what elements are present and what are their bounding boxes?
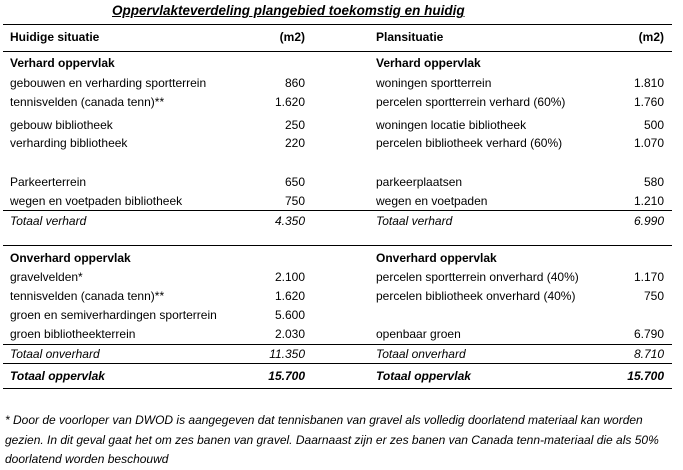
table-row-label: parkeerplaatsen <box>376 175 463 189</box>
right-verhard-total-value: 6.990 <box>633 214 664 228</box>
left-verhard-total-value: 4.350 <box>274 214 305 228</box>
table-row-value: 1.620 <box>274 289 305 303</box>
table-row-label: tennisvelden (canada tenn)** <box>10 95 165 109</box>
left-grand-total-value: 15.700 <box>268 369 305 383</box>
table-row-value: 750 <box>284 194 305 208</box>
table-row-value: 750 <box>643 289 664 303</box>
bottom-rule <box>3 388 672 389</box>
table-row-value: 1.760 <box>633 95 664 109</box>
section-divider-rule <box>3 245 672 246</box>
right-verhard-total-label: Totaal verhard <box>376 214 453 228</box>
table-row-value: 650 <box>284 175 305 189</box>
table-row-label: gebouwen en verharding sportterrein <box>10 76 207 90</box>
table-row-label: openbaar groen <box>376 327 461 341</box>
table-row-value: 1.620 <box>274 95 305 109</box>
table-row-label: wegen en voetpaden <box>376 194 488 208</box>
table-row-label: Parkeerterrein <box>10 175 87 189</box>
table-title: Oppervlakteverdeling plangebied toekomstig en huidig <box>112 3 465 18</box>
right-header: Plansituatie <box>376 30 444 44</box>
table-row-label: woningen sportterrein <box>376 76 492 90</box>
table-row-label: verharding bibliotheek <box>10 136 128 150</box>
header-rule <box>3 51 672 52</box>
onverhard-total-rule <box>3 344 672 345</box>
table-row-value: 1.210 <box>633 194 664 208</box>
verhard-total-rule <box>3 210 672 211</box>
left-onverhard-heading: Onverhard oppervlak <box>10 251 131 265</box>
right-grand-total-label: Totaal oppervlak <box>376 369 471 383</box>
right-grand-total-value: 15.700 <box>627 369 664 383</box>
left-header: Huidige situatie <box>10 30 100 44</box>
left-verhard-total-label: Totaal verhard <box>10 214 87 228</box>
table-row-label: groen en semiverhardingen sporterrein <box>10 308 217 322</box>
footnote: * Door de voorloper van DWOD is aangegeven dat tennisbanen van gravel als volledig doorlatend materiaal kan worden gezien. In dit geval gaat het om zes banen van gravel. Daarnaast zijn er zes banen van Canada tenn-materiaal die als 50% doorlatend worden beschouwd <box>5 413 659 466</box>
table-row-value: 220 <box>284 136 305 150</box>
table-row-label: percelen sportterrein verhard (60%) <box>376 95 566 109</box>
table-row-label: gravelvelden* <box>10 270 83 284</box>
left-onverhard-total-value: 11.350 <box>269 347 305 361</box>
table-row-value: 860 <box>284 76 305 90</box>
table-row-label: woningen locatie bibliotheek <box>376 118 527 132</box>
table-row-value: 6.790 <box>633 327 664 341</box>
right-onverhard-heading: Onverhard oppervlak <box>376 251 497 265</box>
table-row-value: 500 <box>643 118 664 132</box>
table-row-value: 580 <box>643 175 664 189</box>
table-row-label: wegen en voetpaden bibliotheek <box>10 194 183 208</box>
table-row-value: 2.100 <box>274 270 305 284</box>
left-grand-total-label: Totaal oppervlak <box>10 369 105 383</box>
table-row-label: percelen sportterrein onverhard (40%) <box>376 270 579 284</box>
table-row-value: 1.170 <box>633 270 664 284</box>
right-unit: (m2) <box>638 30 664 44</box>
left-onverhard-total-label: Totaal onverhard <box>10 347 100 361</box>
table-row-value: 1.810 <box>633 76 664 90</box>
right-verhard-heading: Verhard oppervlak <box>376 56 481 70</box>
grand-total-top-rule <box>3 363 672 364</box>
table-row-value: 250 <box>284 118 305 132</box>
table-row-value: 2.030 <box>274 327 305 341</box>
left-verhard-heading: Verhard oppervlak <box>10 56 115 70</box>
right-onverhard-total-label: Totaal onverhard <box>376 347 466 361</box>
table-row-label: tennisvelden (canada tenn)** <box>10 289 165 303</box>
table-row-label: percelen bibliotheek onverhard (40%) <box>376 289 576 303</box>
right-onverhard-total-value: 8.710 <box>633 347 664 361</box>
left-unit: (m2) <box>279 30 305 44</box>
table-row-value: 5.600 <box>274 308 305 322</box>
table-row-label: percelen bibliotheek verhard (60%) <box>376 136 563 150</box>
table-row-value: 1.070 <box>633 136 664 150</box>
table-row-label: gebouw bibliotheek <box>10 118 113 132</box>
top-rule <box>3 24 672 25</box>
table-row-label: groen bibliotheekterrein <box>10 327 136 341</box>
